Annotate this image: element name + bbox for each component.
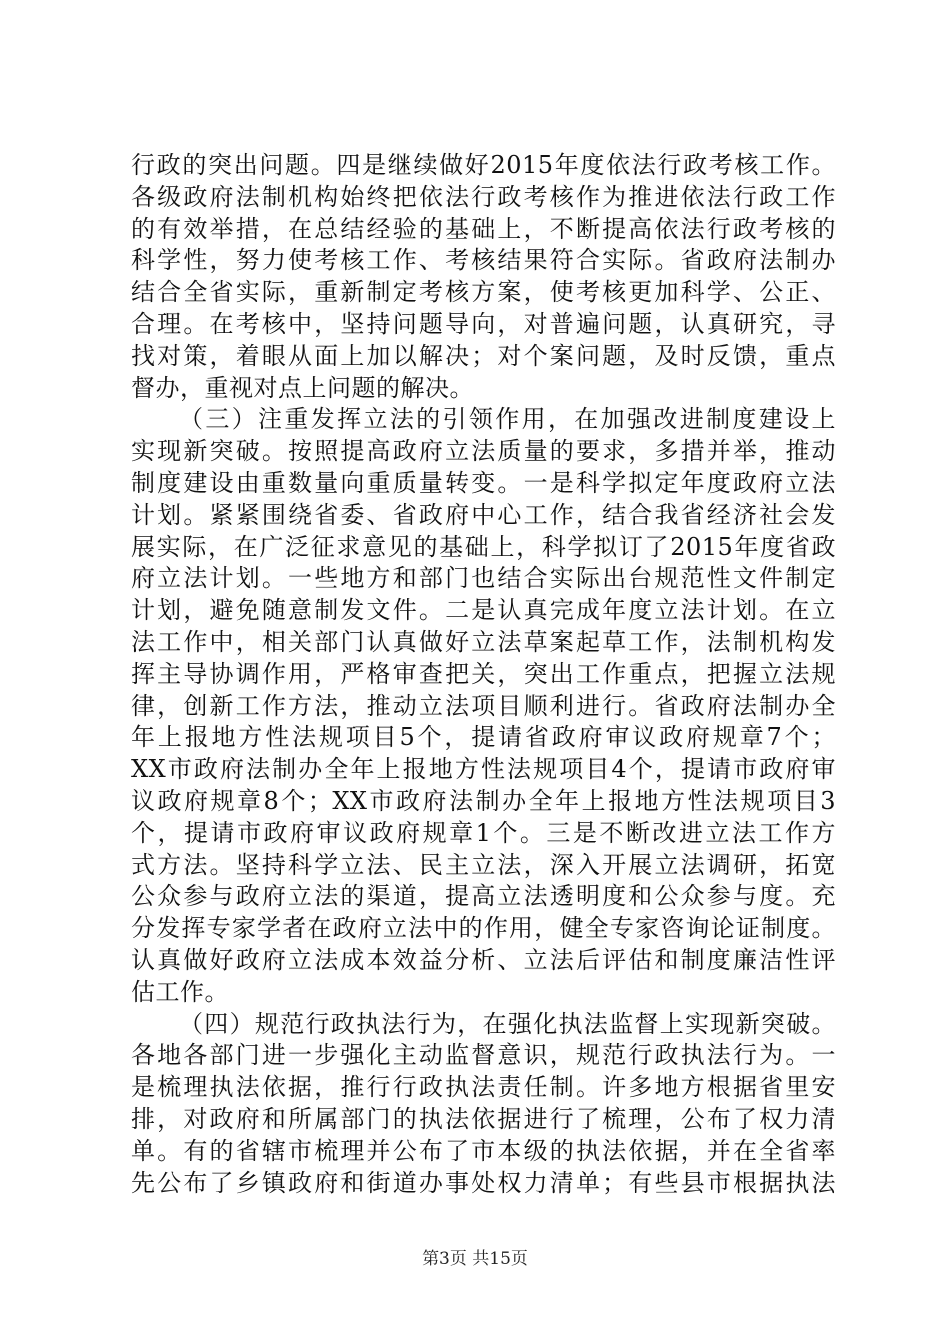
text-line: 年上报地方性法规项目5个，提请省政府审议政府规章7个； bbox=[131, 723, 836, 752]
text-line: 议政府规章8个；XX市政府法制办全年上报地方性法规项目3 bbox=[131, 786, 836, 815]
text-line: 实现新突破。按照提高政府立法质量的要求，多措并举，推动 bbox=[131, 437, 836, 466]
text-line: 个，提请市政府审议政府规章1个。三是不断改进立法工作方 bbox=[131, 818, 836, 847]
text-line: 式方法。坚持科学立法、民主立法，深入开展立法调研，拓宽 bbox=[131, 850, 836, 879]
text-line: 找对策，着眼从面上加以解决；对个案问题，及时反馈，重点 bbox=[131, 341, 836, 370]
text-line: 展实际，在广泛征求意见的基础上，科学拟订了2015年度省政 bbox=[131, 532, 836, 561]
document-body bbox=[131, 150, 836, 1199]
text-line: 排，对政府和所属部门的执法依据进行了梳理，公布了权力清 bbox=[131, 1104, 836, 1133]
text-line: 府立法计划。一些地方和部门也结合实际出台规范性文件制定 bbox=[131, 564, 836, 593]
text-line: 各级政府法制机构始终把依法行政考核作为推进依法行政工作 bbox=[131, 182, 836, 211]
text-line: 分发挥专家学者在政府立法中的作用，健全专家咨询论证制度。 bbox=[131, 914, 836, 943]
text-line: 公众参与政府立法的渠道，提高立法透明度和公众参与度。充 bbox=[131, 882, 836, 911]
text-line: XX市政府法制办全年上报地方性法规项目4个，提请市政府审 bbox=[131, 755, 836, 784]
text-line: 合理。在考核中，坚持问题导向，对普遍问题，认真研究，寻 bbox=[131, 309, 836, 338]
text-line: 计划。紧紧围绕省委、省政府中心工作，结合我省经济社会发 bbox=[131, 500, 836, 529]
text-line: 制度建设由重数量向重质量转变。一是科学拟定年度政府立法 bbox=[131, 468, 836, 497]
text-line: 律，创新工作方法，推动立法项目顺利进行。省政府法制办全 bbox=[131, 691, 836, 720]
text-line: 法工作中，相关部门认真做好立法草案起草工作，法制机构发 bbox=[131, 627, 836, 656]
section-heading-line: （四）规范行政执法行为，在强化执法监督上实现新突破。 bbox=[179, 1009, 836, 1038]
text-line: 督办，重视对点上问题的解决。 bbox=[131, 373, 474, 402]
text-line: 的有效举措，在总结经验的基础上，不断提高依法行政考核的 bbox=[131, 214, 836, 243]
text-line: 单。有的省辖市梳理并公布了市本级的执法依据，并在全省率 bbox=[131, 1136, 836, 1165]
section-heading-line: （三）注重发挥立法的引领作用，在加强改进制度建设上 bbox=[179, 405, 836, 434]
text-line: 科学性，努力使考核工作、考核结果符合实际。省政府法制办 bbox=[131, 246, 836, 275]
text-line: 各地各部门进一步强化主动监督意识，规范行政执法行为。一 bbox=[131, 1041, 836, 1070]
text-line: 认真做好政府立法成本效益分析、立法后评估和制度廉洁性评 bbox=[131, 945, 836, 974]
text-line: 行政的突出问题。四是继续做好2015年度依法行政考核工作。 bbox=[131, 151, 836, 179]
text-line: 估工作。 bbox=[131, 977, 229, 1006]
text-line: 是梳理执法依据，推行行政执法责任制。许多地方根据省里安 bbox=[131, 1073, 836, 1102]
text-line: 结合全省实际，重新制定考核方案，使考核更加科学、公正、 bbox=[131, 278, 836, 307]
text-line: 先公布了乡镇政府和街道办事处权力清单；有些县市根据执法 bbox=[131, 1168, 836, 1197]
page-number-footer: 第3页 共15页 bbox=[422, 1249, 528, 1269]
text-line: 计划，避免随意制发文件。二是认真完成年度立法计划。在立 bbox=[131, 596, 836, 625]
text-line: 挥主导协调作用，严格审查把关，突出工作重点，把握立法规 bbox=[131, 659, 836, 688]
